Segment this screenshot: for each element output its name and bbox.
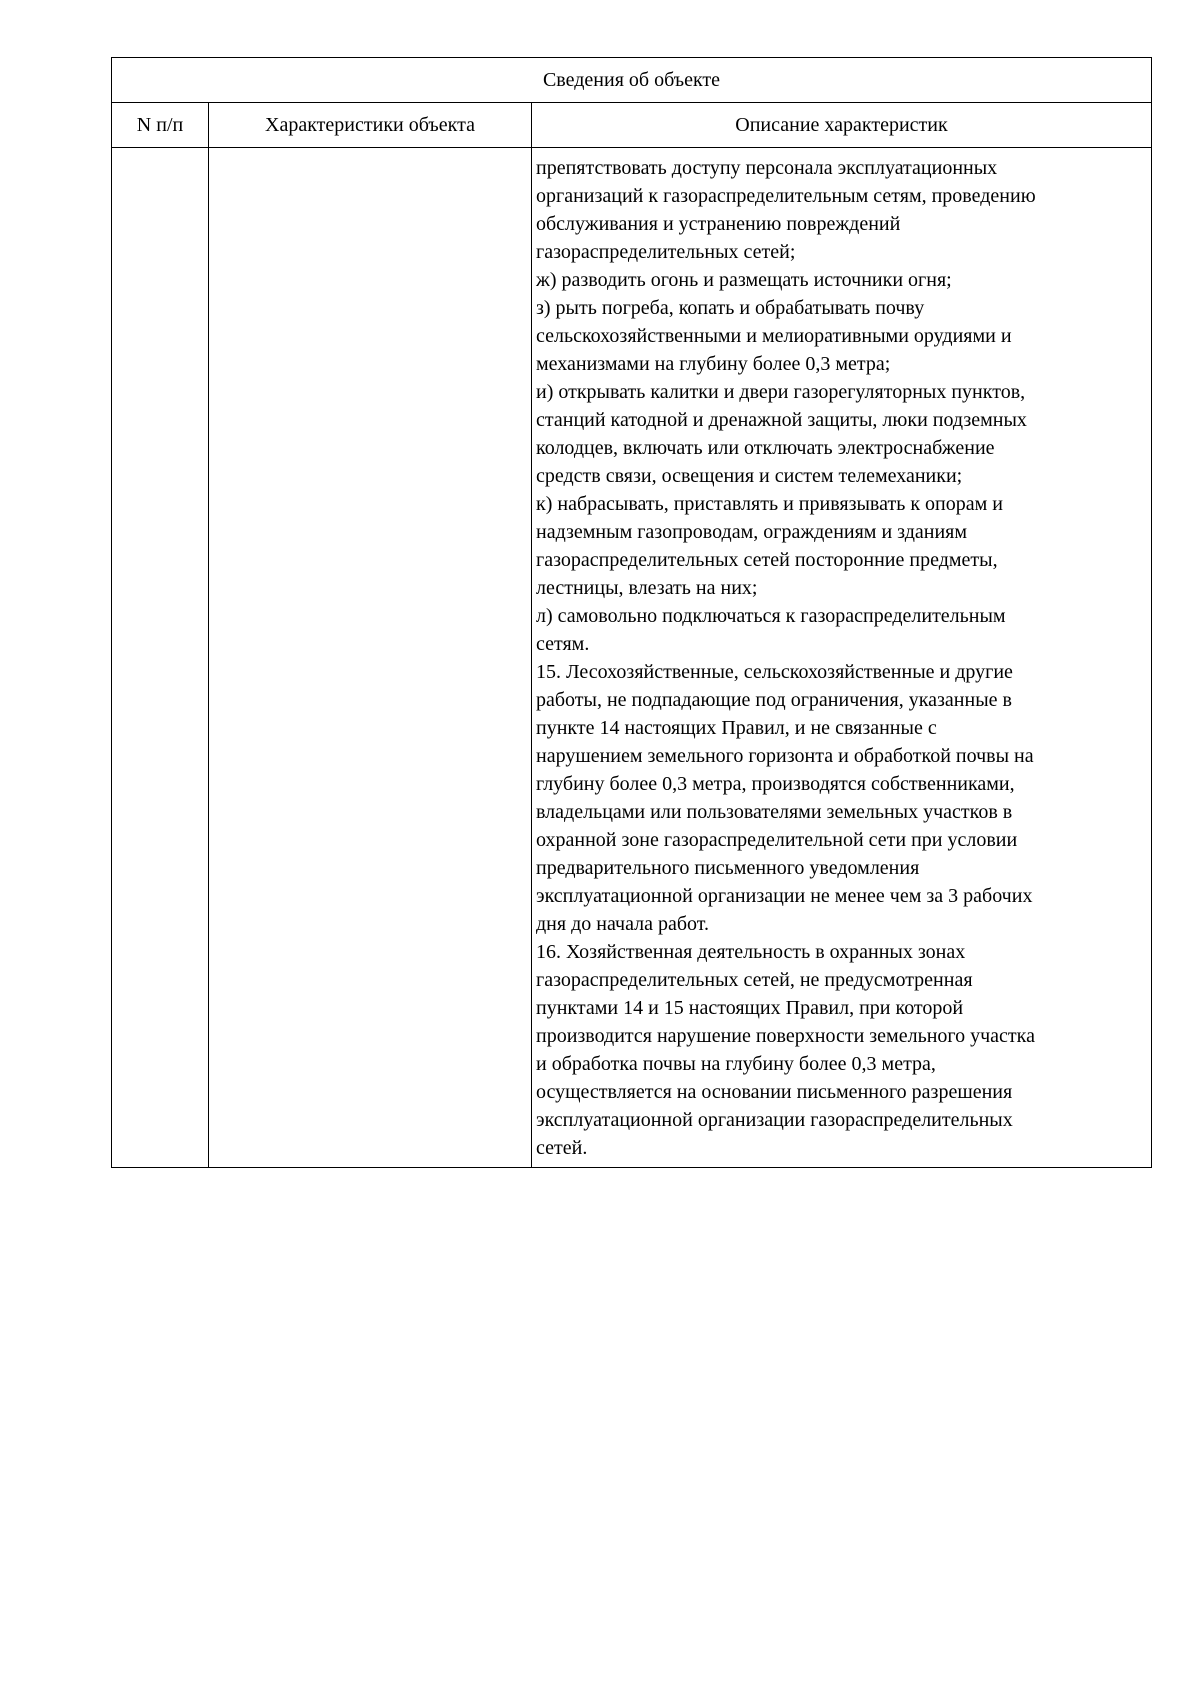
description-line: ж) разводить огонь и размещать источники огня;	[536, 269, 952, 291]
description-line: надземным газопроводам, ограждениям и зданиям	[536, 521, 968, 543]
cell-description	[532, 148, 1152, 1168]
description-line: нарушением земельного горизонта и обработкой почвы на	[536, 745, 1034, 767]
description-line: препятствовать доступу персонала эксплуатационных	[536, 157, 998, 179]
object-info-table	[111, 57, 1152, 1168]
description-line: пунктами 14 и 15 настоящих Правил, при которой	[536, 997, 964, 1019]
description-line: лестницы, влезать на них;	[536, 577, 758, 599]
description-line: газораспределительных сетей, не предусмотренная	[536, 969, 973, 991]
description-line: средств связи, освещения и систем телемеханики;	[536, 465, 963, 487]
cell-characteristics	[209, 148, 532, 1168]
description-line: механизмами на глубину более 0,3 метра;	[536, 353, 891, 375]
header-description: Описание характеристик	[532, 103, 1152, 148]
description-line: 15. Лесохозяйственные, сельскохозяйственные и другие	[536, 661, 1013, 683]
description-line: организаций к газораспределительным сетям, проведению	[536, 185, 1036, 207]
table-header-row	[112, 103, 1152, 148]
description-line: газораспределительных сетей;	[536, 241, 796, 263]
description-line: обслуживания и устранению повреждений	[536, 213, 901, 235]
description-line: сетей.	[536, 1137, 588, 1159]
description-line: колодцев, включать или отключать электроснабжение	[536, 437, 995, 459]
table-title-row	[112, 58, 1152, 103]
description-line: эксплуатационной организации не менее чем за 3 рабочих	[536, 885, 1033, 907]
description-line: предварительного письменного уведомления	[536, 857, 920, 879]
description-line: станций катодной и дренажной защиты, люки подземных	[536, 409, 1027, 431]
description-line: сетям.	[536, 633, 590, 655]
header-characteristics: Характеристики объекта	[209, 103, 532, 148]
description-line: эксплуатационной организации газораспределительных	[536, 1109, 1013, 1131]
description-line: 16. Хозяйственная деятельность в охранных зонах	[536, 941, 966, 963]
description-line: з) рыть погреба, копать и обрабатывать почву	[536, 297, 925, 319]
header-number: N п/п	[112, 103, 209, 148]
description-line: пункте 14 настоящих Правил, и не связанные с	[536, 717, 937, 739]
table-title: Сведения об объекте	[112, 58, 1152, 103]
description-line: работы, не подпадающие под ограничения, указанные в	[536, 689, 1012, 711]
description-line: к) набрасывать, приставлять и привязывать к опорам и	[536, 493, 1003, 515]
description-line: осуществляется на основании письменного разрешения	[536, 1081, 1013, 1103]
description-line: глубину более 0,3 метра, производятся собственниками,	[536, 773, 1015, 795]
description-line: охранной зоне газораспределительной сети при условии	[536, 829, 1018, 851]
table-row	[112, 148, 1152, 1168]
description-line: и обработка почвы на глубину более 0,3 метра,	[536, 1053, 936, 1075]
description-line: производится нарушение поверхности земельного участка	[536, 1025, 1035, 1047]
description-line: владельцами или пользователями земельных участков в	[536, 801, 1013, 823]
description-line: л) самовольно подключаться к газораспределительным	[536, 605, 1006, 627]
description-line: газораспределительных сетей посторонние предметы,	[536, 549, 998, 571]
description-line: сельскохозяйственными и мелиоративными орудиями и	[536, 325, 1012, 347]
description-line: и) открывать калитки и двери газорегуляторных пунктов,	[536, 381, 1026, 403]
cell-number	[112, 148, 209, 1168]
description-line: дня до начала работ.	[536, 913, 710, 935]
